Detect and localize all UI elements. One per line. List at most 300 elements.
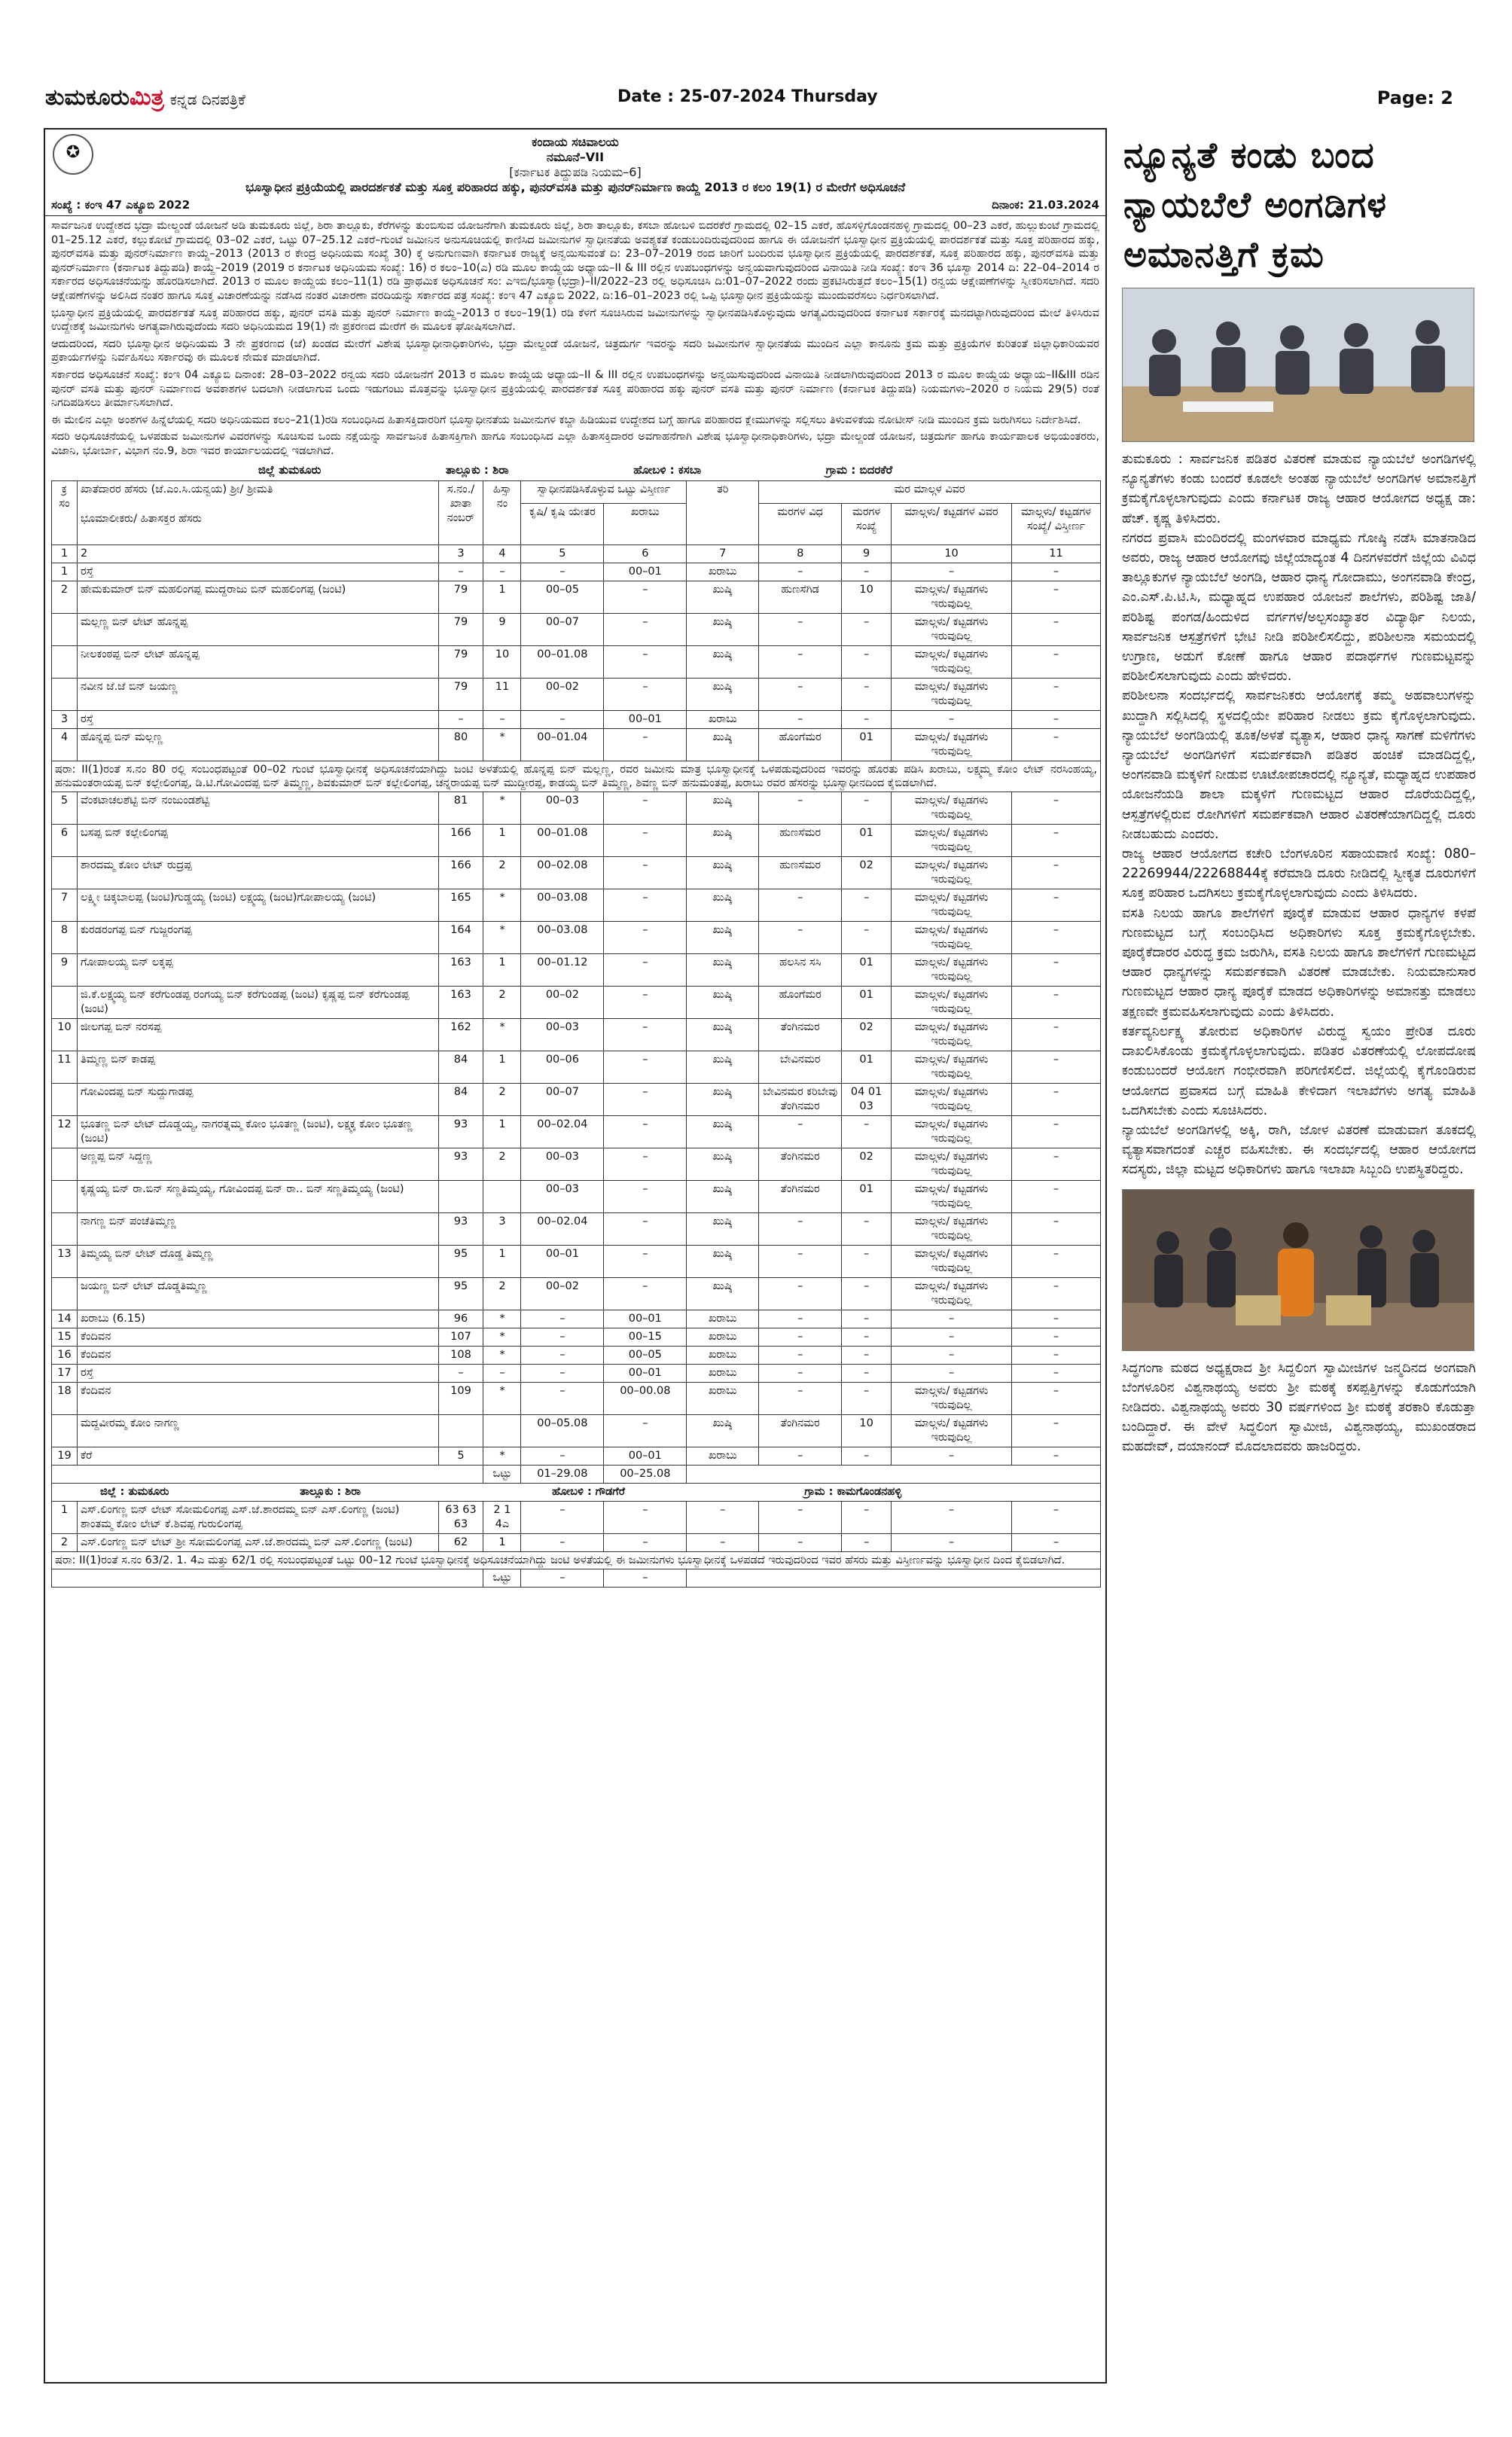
schedule-note-2 bbox=[52, 1551, 1101, 1587]
table-cell-n: 2 bbox=[52, 581, 78, 613]
column-number: 11 bbox=[1012, 544, 1101, 563]
table-cell-h: * bbox=[483, 728, 521, 761]
table-row bbox=[52, 1212, 1101, 1245]
newspaper-logo bbox=[45, 84, 245, 111]
table-cell-t: – bbox=[687, 1501, 759, 1533]
table-cell-t: ಖುಷ್ಕಿ bbox=[687, 678, 759, 710]
table-header-row bbox=[52, 480, 1101, 503]
table-cell-bn: – bbox=[1012, 678, 1101, 710]
table-cell-name: ಜಯಣ್ಣ ಬಿನ್ ಲೇಟ್ ದೊಡ್ಡತಿಮ್ಮಣ್ಣ bbox=[77, 1277, 438, 1310]
col-header: ಮಾಲ್ಗಳು/ ಕಟ್ಟಡಗಳ ವಿವರ bbox=[892, 503, 1012, 544]
table-row bbox=[52, 1382, 1101, 1414]
table-cell-n bbox=[52, 986, 78, 1018]
table-cell-t: ಖುಷ್ಕಿ bbox=[687, 728, 759, 761]
table-cell-t: ಖುಷ್ಕಿ bbox=[687, 1212, 759, 1245]
table-cell-tree: – bbox=[759, 1533, 842, 1551]
column-number: 8 bbox=[759, 544, 842, 563]
table-cell-name: ಹೊನ್ನಪ್ಪ ಬಿನ್ ಮಲ್ಲಣ್ಣ bbox=[77, 728, 438, 761]
table-cell-name: ಜೀಲಗಪ್ಪ ಬಿನ್ ನರಸಪ್ಪ bbox=[77, 1018, 438, 1051]
story-paragraph: ಪರಿಶೀಲನಾ ಸಂದರ್ಭದಲ್ಲಿ ಸಾರ್ವಜನಿಕರು ಆಯೋಗಕ್ಕೆ ತಮ್ಮ ಅಹವಾಲುಗಳನ್ನು ಖುದ್ದಾಗಿ ಸಲ್ಲಿಸಿದಲ್ಲಿ ಸ್ಥಳದಲ್ಲಿಯೇ ಪರಿಹಾರ ನೀಡಲು ಕ್ರಮ ಕೈಗೊಳ್ಳಲಾಗುವುದು. ನ್ಯಾಯಬೆಲೆ ಅಂಗಡಿಯಲ್ಲಿ ತೂಕ/ಅಳತೆ ವ್ಯತ್ಯಾಸ, ಆಹಾರ ಧಾನ್ಯ ಸಾಗಣೆ ಮಳಿಗೆಗಳು ನ್ಯಾಯಬೆಲೆ ಅಂಗಡಿಗಳಿಗೆ ಸಮರ್ಪಕವಾಗಿ ಪಡಿತರ ಹಂಚಿಕೆ ಮಾಡದಿದ್ದಲ್ಲಿ, ಅಂಗನವಾಡಿ ಮಕ್ಕಳಿಗೆ ನೀಡುವ ಊಟೋಪಚಾರದಲ್ಲಿ ನ್ಯೂನ್ಯತೆ, ಮಧ್ಯಾಹ್ನದ ಉಪಹಾರ ಯೋಜನೆಯಡಿ ಶಾಲಾ ಮಕ್ಕಳಿಗೆ ಗುಣಮಟ್ಟದ ಆಹಾರ ದೊರೆಯದಿದ್ದಲ್ಲಿ, ಆಸ್ಪತ್ರೆಗಳಲ್ಲಿರುವ ರೋಗಿಗಳಿಗೆ ಸಮರ್ಪಕವಾಗಿ ಆಹಾರ ವಿತರಣೆಯಾಗದಿದ್ದಲ್ಲಿ ದೂರು ನೀಡಬಹುದು ಎಂದರು. bbox=[1122, 688, 1476, 842]
table-cell-tree: ಹೊಂಗೆಮರ bbox=[759, 986, 842, 1018]
table-cell-cnt: 10 bbox=[842, 1414, 892, 1447]
table-cell-name: ಕುರಡರಂಗಪ್ಪ ಬಿನ್ ಗುಜ್ಜರಂಗಪ್ಪ bbox=[77, 921, 438, 953]
table-cell-tree: – bbox=[759, 889, 842, 921]
table-cell-name: ಬಸಪ್ಪ ಬಿನ್ ಕಲ್ಲೇಲಿಂಗಪ್ಪ bbox=[77, 824, 438, 856]
table-cell-a: 00–05 bbox=[521, 581, 604, 613]
table-cell-bn: – bbox=[1012, 1310, 1101, 1328]
table-cell-name: ಶಾರದಮ್ಮ ಕೋಂ ಲೇಟ್ ರುದ್ರಪ್ಪ bbox=[77, 856, 438, 889]
col-header-text: ಖಾತೆದಾರರ ಹೆಸರು (ಜೆ.ಎಂ.ಸಿ.ಯನ್ವಯ) ಶ್ರೀ/ ಶ್ರೀಮತಿ bbox=[80, 483, 273, 496]
table-cell-name: ಲಕ್ಷ್ಮೀ ಚಿಕ್ಕಬಾಲಪ್ಪ (ಜಂಟಿ)ಗುಡ್ಡಯ್ಯ (ಜಂಟಿ) ಲಕ್ಷ್ಮಯ್ಯ (ಜಂಟಿ)ಗೋಪಾಲಯ್ಯ (ಜಂಟಿ) bbox=[77, 889, 438, 921]
table-cell-t: ಖುಷ್ಕಿ bbox=[687, 1245, 759, 1277]
photo-caption: ಸಿದ್ಧಗಂಗಾ ಮಠದ ಅಧ್ಯಕ್ಷರಾದ ಶ್ರೀ ಸಿದ್ದಲಿಂಗ ಸ್ವಾಮೀಜಿಗಳ ಜನ್ಮದಿನದ ಅಂಗವಾಗಿ ಬೆಂಗಳೂರಿನ ವಿಶ್ವನಾಥಯ್ಯ ಅವರು ಶ್ರೀ ಮಠಕ್ಕೆ ಕಸಪ್ಪತ್ತಿಗಳನ್ನು ಕೊಡುಗೆಯಾಗಿ ನೀಡಿದರು. ವಿಶ್ವನಾಥಯ್ಯ ಅವರು 30 ವರ್ಷಗಳಿಂದ ಶ್ರೀ ಮಠಕ್ಕೆ ತರಕಾರಿ ಕೊಡುತ್ತಾ ಬಂದಿದ್ದಾರೆ. ಈ ವೇಳೆ ಸಿದ್ಧಲಿಂಗ ಸ್ವಾಮೀಜಿ, ವಿಶ್ವನಾಥಯ್ಯ, ಮುಖಂಡರಾದ ಮಹದೇವ್, ದಯಾನಂದ್ ಮೊದಲಾದವರು ಹಾಜರಿದ್ದರು. bbox=[1122, 1360, 1476, 1454]
total-area: – bbox=[521, 1569, 604, 1587]
table-cell-name: ಕೆಂದಿವನ bbox=[77, 1346, 438, 1364]
table-cell-name: ಗೋವಿಂದಪ್ಪ ಬಿನ್ ಸುದ್ದುಗಾಡಪ್ಪ bbox=[77, 1083, 438, 1115]
col-header: ಕೃಷಿ/ ಕೃಷಿ ಯೇತರ bbox=[521, 503, 604, 544]
table-cell-t: ಖುಷ್ಕಿ bbox=[687, 1277, 759, 1310]
table-row bbox=[52, 1533, 1101, 1551]
table-cell-bld: ಮಾಲ್ಗಳು/ ಕಟ್ಟಡಗಳು ಇರುವುದಿಲ್ಲ bbox=[892, 1180, 1012, 1212]
table-cell-bn: – bbox=[1012, 1051, 1101, 1083]
table-cell-k: – bbox=[604, 921, 687, 953]
table-cell-a: 00–02.04 bbox=[521, 1212, 604, 1245]
table-cell-bn: – bbox=[1012, 791, 1101, 824]
table-row bbox=[52, 921, 1101, 953]
table-cell-cnt: – bbox=[842, 1245, 892, 1277]
logo-text-2: ಮಿತ್ರ bbox=[130, 84, 164, 111]
table-cell-k: – bbox=[604, 1115, 687, 1148]
col-header: ತರಿ bbox=[687, 480, 759, 544]
table-cell-k: – bbox=[604, 1212, 687, 1245]
table-cell-bld: – bbox=[892, 1447, 1012, 1465]
table-cell-bld: – bbox=[892, 1501, 1012, 1533]
table-cell-bld: ಮಾಲ್ಗಳು/ ಕಟ್ಟಡಗಳು ಇರುವುದಿಲ್ಲ bbox=[892, 824, 1012, 856]
table-cell-bld: – bbox=[892, 1364, 1012, 1382]
table-cell-name: ತಿಮ್ಮಣ್ಣ ಬಿನ್ ಕಾಡಪ್ಪ bbox=[77, 1051, 438, 1083]
table-cell-cnt: – bbox=[842, 1346, 892, 1364]
table-cell-bn: – bbox=[1012, 728, 1101, 761]
table-cell-n: 11 bbox=[52, 1051, 78, 1083]
table-cell-bld: ಮಾಲ್ಗಳು/ ಕಟ್ಟಡಗಳು ಇರುವುದಿಲ್ಲ bbox=[892, 728, 1012, 761]
table-cell-name: ತಿಮ್ಮಯ್ಯ ಬಿನ್ ಲೇಟ್ ದೊಡ್ಡ ತಿಮ್ಮಣ್ಣ bbox=[77, 1245, 438, 1277]
table-cell-h: 1 bbox=[483, 953, 521, 986]
table-cell-n bbox=[52, 613, 78, 645]
table-cell-n: 3 bbox=[52, 710, 78, 728]
notice-date: ದಿನಾಂಕ: 21.03.2024 bbox=[992, 198, 1099, 212]
table-cell-k: – bbox=[604, 1018, 687, 1051]
table-cell-cnt: – bbox=[842, 678, 892, 710]
table-row bbox=[52, 791, 1101, 824]
table-cell-bld: ಮಾಲ್ಗಳು/ ಕಟ್ಟಡಗಳು ಇರುವುದಿಲ್ಲ bbox=[892, 1245, 1012, 1277]
table-cell-h: 2 bbox=[483, 1148, 521, 1180]
table-cell-cnt: – bbox=[842, 645, 892, 678]
table-cell-n: 16 bbox=[52, 1346, 78, 1364]
col-header bbox=[77, 480, 438, 544]
table-row bbox=[52, 953, 1101, 986]
table-cell-a: 00–05.08 bbox=[521, 1414, 604, 1447]
table-cell-bld: ಮಾಲ್ಗಳು/ ಕಟ್ಟಡಗಳು ಇರುವುದಿಲ್ಲ bbox=[892, 889, 1012, 921]
story-headline: ನ್ಯೂನ್ಯತೆ ಕಂಡು ಬಂದ ನ್ಯಾಯಬೆಲೆ ಅಂಗಡಿಗಳ ಅಮಾನತ್ತಿಗೆ ಕ್ರಮ bbox=[1123, 135, 1388, 276]
table-cell-cnt: 10 bbox=[842, 581, 892, 613]
table-row bbox=[52, 1447, 1101, 1465]
table-cell-bn: – bbox=[1012, 986, 1101, 1018]
column-number: 9 bbox=[842, 544, 892, 563]
table-cell-sy: 5 bbox=[438, 1447, 483, 1465]
table-row bbox=[52, 1328, 1101, 1346]
table-cell-k: – bbox=[604, 1501, 687, 1533]
table-cell-k: – bbox=[604, 1533, 687, 1551]
table-cell-cnt: 01 bbox=[842, 1051, 892, 1083]
table-cell-bn: – bbox=[1012, 563, 1101, 581]
table-cell-name: ವೆಂಕಟಾಚಲಶೆಟ್ಟಿ ಬಿನ್ ನಂಜುಂಡಶೆಟ್ಟಿ bbox=[77, 791, 438, 824]
col-header: ಖರಾಬು bbox=[604, 503, 687, 544]
column-number: 4 bbox=[483, 544, 521, 563]
notice-paragraph: ಈ ಮೇಲಿನ ಎಲ್ಲಾ ಅಂಶಗಳ ಹಿನ್ನೆಲೆಯಲ್ಲಿ ಸದರಿ ಅಧಿನಿಯಮದ ಕಲಂ–21(1)ರಡಿ ಸಂಬಂಧಿಸಿದ ಹಿತಾಸಕ್ತಿದಾರರಿಗೆ ಭೂಸ್ವಾಧೀನತೆಯ ಜಮೀನುಗಳ ಕಬ್ಜಾ ಹಿಡಿಯುವ ಉದ್ದೇಶದ ಬಗ್ಗೆ ಹಾಗೂ ಪರಿಹಾರದ ಕ್ಲೇಮುಗಳನ್ನು ಸಲ್ಲಿಸಲು ತಿಳುವಳಿಕೆಯ ನೋಟೀಸ್ ನೀಡಿ ಮುಂದಿನ ಕ್ರಮ ಜರುಗಿಸಲು ನಿರ್ದೇಶಿಸಿದೆ. bbox=[51, 413, 1081, 426]
table-cell-a: – bbox=[521, 710, 604, 728]
table-cell-sy: 163 bbox=[438, 986, 483, 1018]
col-header: ಮಾಲ್ಗಳು/ ಕಟ್ಟಡಗಳ ಸಂಖ್ಯೆ/ ವಿಸ್ತೀರ್ಣ bbox=[1012, 503, 1101, 544]
news-story bbox=[1122, 128, 1476, 2384]
table-cell-t: ಖುಷ್ಕಿ bbox=[687, 889, 759, 921]
table-cell-a: 00–03 bbox=[521, 1148, 604, 1180]
table-cell-name: ಎಸ್.ಲಿಂಗಣ್ಣ ಬಿನ್ ಲೇಟ್ ಶ್ರೀ ಸೋಮಲಿಂಗಪ್ಪ ಎಸ್.ಜೆ.ಶಾರದಮ್ಮ ಬಿನ್ ಎಸ್.ಲಿಂಗಣ್ಣ (ಜಂಟಿ) bbox=[77, 1533, 438, 1551]
table-cell-cnt: – bbox=[842, 1115, 892, 1148]
notice-paragraph: ಸರ್ಕಾರದ ಅಧಿಸೂಚನೆ ಸಂಖ್ಯೆ: ಕಂಇ 04 ಎಕ್ಯೂಬಿ ದಿನಾಂಕ: 28–03–2022 ರನ್ವಯ ಸದರಿ ಯೋಜನೆಗೆ 2013 ರ ಮೂಲ ಕಾಯ್ದೆಯ ಅಧ್ಯಾಯ–II & III ರಲ್ಲಿನ ಉಪಬಂಧಗಳನ್ನು ಅನ್ವಯಿಸುವುದರಿಂದ ವಿನಾಯಿತಿ ನೀಡಲಾಗಿರುವುದರಿಂದ 2013 ರ ಮೂಲ ಕಾಯ್ದೆಯ ಅಧ್ಯಾಯ–II&III ರಡಿನ ಪುನರ್ ವಸತಿ ಮತ್ತು ಪುನರ್ ನಿರ್ಮಾಣದ ಅವಕಾಶಗಳ ಬದಲಾಗಿ ನೀಡಲಾಗುವ ಒಂದು ಇಡುಗಂಟು ಮೊತ್ತವನ್ನು ಭೂಸ್ವಾಧೀನ ಪ್ರಕ್ರಿಯೆಯಲ್ಲಿ ಪಾರದರ್ಶಕತೆ ಸೂಕ್ತ ಪರಿಹಾರದ ಹಕ್ಕು ಪುನರ್ ವಸತಿ ಮತ್ತು ಪುನರ್ ನಿರ್ಮಾಣ (ಕರ್ನಾಟಕ ತಿದ್ದುಪಡಿ) ನಿಯಮಗಳು–2020 ರ ನಿಯಮ 29(5) ರಂತೆ ನಿಗದಿಪಡಿಸಲು ತೀರ್ಮಾನಿಸಲಾಗಿದೆ. bbox=[51, 368, 1099, 410]
table-cell-n: 4 bbox=[52, 728, 78, 761]
table-cell-name: ಭೂತಣ್ಣ ಬಿನ್ ಲೇಟ್ ದೊಡ್ಡಯ್ಯ, ನಾಗರತ್ನಮ್ಮ ಕೋಂ ಭೂತಣ್ಣ (ಜಂಟಿ), ಲಕ್ಷ್ಮಕ್ಕ ಕೋಂ ಭೂತಣ್ಣ (ಜಂಟಿ) bbox=[77, 1115, 438, 1148]
story-body bbox=[1122, 450, 1476, 1180]
notice-office: ಕಂದಾಯ ಸಚಿವಾಲಯ bbox=[532, 135, 619, 149]
col-header-text: ಭೂಮಾಲೀಕರು/ ಹಿತಾಸಕ್ತರ ಹೆಸರು bbox=[80, 512, 202, 525]
table-cell-t: ಖುಷ್ಕಿ bbox=[687, 645, 759, 678]
table-cell-cnt: – bbox=[842, 1328, 892, 1346]
table-row bbox=[52, 613, 1101, 645]
table-cell-name: ಕೆರೆ bbox=[77, 1447, 438, 1465]
table-cell-a: 00–03 bbox=[521, 1018, 604, 1051]
table-cell-a: – bbox=[521, 1346, 604, 1364]
total-kharab: 00–25.08 bbox=[604, 1465, 687, 1483]
notice-number: ಸಂಖ್ಯೆ : ಕಂಇ 47 ಎಕ್ಯೂಬಿ 2022 bbox=[51, 198, 191, 212]
table-cell-name: ಅಣ್ಣಪ್ಪ ಬಿನ್ ಸಿದ್ದಣ್ಣ bbox=[77, 1148, 438, 1180]
table-cell-bn: – bbox=[1012, 824, 1101, 856]
table-cell-t: ಖುಷ್ಕಿ bbox=[687, 791, 759, 824]
table-row bbox=[52, 728, 1101, 761]
col-header: ಮರಗಳ ವಿಧ bbox=[759, 503, 842, 544]
table-cell-cnt: – bbox=[842, 1533, 892, 1551]
table-cell-h: 1 bbox=[483, 1245, 521, 1277]
table-cell-a: 00–02 bbox=[521, 678, 604, 710]
table-cell-bld: – bbox=[892, 1533, 1012, 1551]
table-cell-cnt: – bbox=[842, 1382, 892, 1414]
table-cell-tree: – bbox=[759, 1364, 842, 1382]
government-notice bbox=[44, 128, 1107, 2384]
table-cell-h: 1 bbox=[483, 581, 521, 613]
table-cell-h: * bbox=[483, 1328, 521, 1346]
table-cell-cnt: 04 01 03 bbox=[842, 1083, 892, 1115]
table-cell-a: 00–03.08 bbox=[521, 889, 604, 921]
table-cell-n bbox=[52, 1083, 78, 1115]
table-row bbox=[52, 1083, 1101, 1115]
table-cell-sy: 108 bbox=[438, 1346, 483, 1364]
table-cell-k: – bbox=[604, 1083, 687, 1115]
table-cell-bld: ಮಾಲ್ಗಳು/ ಕಟ್ಟಡಗಳು ಇರುವುದಿಲ್ಲ bbox=[892, 613, 1012, 645]
table-cell-bld: ಮಾಲ್ಗಳು/ ಕಟ್ಟಡಗಳು ಇರುವುದಿಲ್ಲ bbox=[892, 678, 1012, 710]
masthead bbox=[45, 84, 1476, 114]
table-cell-tree: ಬೇವಿನಮರ ಕರಿಬೇವು ತೆಂಗಿನಮರ bbox=[759, 1083, 842, 1115]
table-cell-tree: ಹುಣಸೆಮರ bbox=[759, 824, 842, 856]
table-cell-tree: ಹುಣಸೆಗಿಡ bbox=[759, 581, 842, 613]
table-cell-n: 8 bbox=[52, 921, 78, 953]
table-cell-name: ಕೆಂದಿವನ bbox=[77, 1382, 438, 1414]
table-cell-t: ಖುಷ್ಕಿ bbox=[687, 1018, 759, 1051]
table-cell-bld: – bbox=[892, 1310, 1012, 1328]
table-cell-t: ಖುಷ್ಕಿ bbox=[687, 1148, 759, 1180]
table-row bbox=[52, 889, 1101, 921]
table-cell-n: 10 bbox=[52, 1018, 78, 1051]
land-schedule-table bbox=[51, 480, 1101, 1588]
table-cell-h: 2 bbox=[483, 1277, 521, 1310]
table-cell-sy: 96 bbox=[438, 1310, 483, 1328]
table-cell-name: ಗೋಪಾಲಯ್ಯ ಬಿನ್ ಲಕ್ಕಪ್ಪ bbox=[77, 953, 438, 986]
table-cell-tree: – bbox=[759, 1328, 842, 1346]
table-cell-tree: ತೆಂಗಿನಮರ bbox=[759, 1414, 842, 1447]
story-paragraph: ನ್ಯಾಯಬೆಲೆ ಅಂಗಡಿಗಳಲ್ಲಿ ಅಕ್ಕಿ, ರಾಗಿ, ಜೋಳ ವಿತರಣೆ ಮಾಡುವಾಗ ತೂಕದಲ್ಲಿ ವ್ಯತ್ಯಾಸವಾಗದಂತೆ ಎಚ್ಚರ ವಹಿಸಬೇಕು. ಈ ಸಂದರ್ಭದಲ್ಲಿ ಆಹಾರ ಆಯೋಗದ ಸದಸ್ಯರು, ಜಿಲ್ಲಾ ಮಟ್ಟದ ಅಧಿಕಾರಿಗಳು ಹಾಗೂ ಇಲಾಖಾ ಸಿಬ್ಬಂದಿ ಉಪಸ್ಥಿತರಿದ್ದರು. bbox=[1122, 1122, 1476, 1178]
table-cell-sy: 95 bbox=[438, 1245, 483, 1277]
col-header: ಹಿಸ್ಸಾ ನಂ bbox=[483, 480, 521, 544]
mutt-event-photo bbox=[1122, 1189, 1474, 1351]
column-number: 2 bbox=[77, 544, 438, 563]
table-cell-k: 00–01 bbox=[604, 563, 687, 581]
table-cell-name: ರಸ್ತೆ bbox=[77, 563, 438, 581]
table-cell-name: ನಾಗಣ್ಣ ಬಿನ್ ಪಂಚೆತಿಮ್ಮಣ್ಣ bbox=[77, 1212, 438, 1245]
col-header: ಮರ ಮಾಲ್ಗಳ ವಿವರ bbox=[759, 480, 1101, 503]
table-cell-h: 10 bbox=[483, 645, 521, 678]
table-cell-k: 00–05 bbox=[604, 1346, 687, 1364]
table-row bbox=[52, 856, 1101, 889]
table-cell-k: – bbox=[604, 1148, 687, 1180]
hobli-label: ಹೋಬಳಿ : ಕಸಬಾ bbox=[633, 462, 702, 477]
taluk-label: ತಾಲ್ಲೂಕು : ಶಿರಾ bbox=[445, 462, 509, 477]
table-cell-tree: – bbox=[759, 1115, 842, 1148]
table-cell-t: ಖುಷ್ಕಿ bbox=[687, 1083, 759, 1115]
table-cell-n bbox=[52, 1180, 78, 1212]
table-row bbox=[52, 1414, 1101, 1447]
table-cell-n: 17 bbox=[52, 1364, 78, 1382]
table-cell-bld: ಮಾಲ್ಗಳು/ ಕಟ್ಟಡಗಳು ಇರುವುದಿಲ್ಲ bbox=[892, 953, 1012, 986]
schedule-body-3 bbox=[52, 1501, 1101, 1551]
table-cell-tree: – bbox=[759, 791, 842, 824]
table-cell-name: ಕೆಂದಿವನ bbox=[77, 1328, 438, 1346]
table-cell-a: – bbox=[521, 1382, 604, 1414]
table-cell-h: 9 bbox=[483, 613, 521, 645]
table-cell-n bbox=[52, 856, 78, 889]
table-cell-bld: – bbox=[892, 1346, 1012, 1364]
notice-paragraph: ಸದರಿ ಅಧಿಸೂಚನೆಯಲ್ಲಿ ಒಳಪಡುವ ಜಮೀನುಗಳ ವಿವರಗಳನ್ನು ಸೂಚಿಸುವ ಒಂದು ನಕ್ಷೆಯನ್ನು ಸಾರ್ವಜನಿಕ ಹಿತಾಸಕ್ತಿಗಾಗಿ ಹಾಗೂ ಸಂಬಂಧಿಸಿದ ಎಲ್ಲಾ ಹಿತಾಸಕ್ತಿದಾರರ ಅವಗಾಹನೆಗಾಗಿ ವಿಶೇಷ ಭೂಸ್ವಾಧೀನಾಧಿಕಾರಿಗಳು, ಭದ್ರಾ ಮೇಲ್ದಂಡೆ ಯೋಜನೆ, ಚಿತ್ರದುರ್ಗ ಹಾಗೂ ಕಾರ್ಯಪಾಲಕ ಅಭಿಯಂತರರು, ವಿಜಾನಿ, ಭೋರ್ಬಾ, ವಿಭಾಗ ನಂ.9, ಶಿರಾ ಇವರ ಕಾರ್ಯಾಲಯದಲ್ಲಿ ಇಡಲಾಗಿದೆ. bbox=[51, 430, 1099, 457]
table-cell-sy: 93 bbox=[438, 1212, 483, 1245]
table-cell-cnt: 01 bbox=[842, 824, 892, 856]
table-row bbox=[52, 581, 1101, 613]
table-cell-k: – bbox=[604, 581, 687, 613]
table-cell-sy: 107 bbox=[438, 1328, 483, 1346]
column-number: 7 bbox=[687, 544, 759, 563]
table-cell-name: ಮಲ್ಲಣ್ಣ ಬಿನ್ ಲೇಟ್ ಹೊನ್ನಪ್ಪ bbox=[77, 613, 438, 645]
table-cell-a: – bbox=[521, 1533, 604, 1551]
table-cell-tree: ತೆಂಗಿನಮರ bbox=[759, 1148, 842, 1180]
table-cell-sy: 63 63 63 bbox=[438, 1501, 483, 1533]
table-cell-n: 18 bbox=[52, 1382, 78, 1414]
table-row bbox=[52, 1148, 1101, 1180]
table-cell-h: * bbox=[483, 1310, 521, 1328]
table-cell-name: ಜಿ.ಕೆ.ಲಕ್ಷ್ಮಯ್ಯ ಬಿನ್ ಕರೆಗುಂಡಪ್ಪ ರಂಗಯ್ಯ ಬಿನ್ ಕರೆಗುಂಡಪ್ಪ (ಜಂಟಿ) ಕೃಷ್ಣಪ್ಪ ಬಿನ್ ಕರೆಗುಂಡಪ್ಪ (ಜಂಟಿ) bbox=[77, 986, 438, 1018]
table-cell-t: ಖರಾಬು bbox=[687, 1382, 759, 1414]
photo-illustration bbox=[1123, 288, 1474, 441]
column-number: 1 bbox=[52, 544, 78, 563]
table-cell-h: * bbox=[483, 1346, 521, 1364]
table-cell-t: ಖುಷ್ಕಿ bbox=[687, 1051, 759, 1083]
table-cell-cnt: – bbox=[842, 889, 892, 921]
table-cell-n: 12 bbox=[52, 1115, 78, 1148]
table-cell-n: 14 bbox=[52, 1310, 78, 1328]
story-paragraph: ನಗರದ ಪ್ರವಾಸಿ ಮಂದಿರದಲ್ಲಿ ಮಂಗಳವಾರ ಮಾಧ್ಯಮ ಗೋಷ್ಠಿ ನಡೆಸಿ ಮಾತನಾಡಿದ ಅವರು, ರಾಜ್ಯ ಆಹಾರ ಆಯೋಗವು ಜಿಲ್ಲೆಯಾದ್ಯಂತ 4 ದಿನಗಳವರೆಗೆ ಜಿಲ್ಲೆಯ ವಿವಿಧ ತಾಲ್ಲೂಕುಗಳ ನ್ಯಾಯಬೆಲೆ ಅಂಗಡಿ, ಆಹಾರ ಧಾನ್ಯ ಗೋದಾಮು, ಅಂಗನವಾಡಿ ಕೇಂದ್ರ, ಎಂ.ಎಸ್.ಪಿ.ಟಿ.ಸಿ, ಮಧ್ಯಾಹ್ನದ ಉಪಹಾರ ಯೋಜನೆ ಶಾಲೆಗಳು, ಪರಿಶಿಷ್ಟ ಜಾತಿ/ಪರಿಶಿಷ್ಟ ಪಂಗಡ/ಹಿಂದುಳಿದ ವರ್ಗಗಳ/ಅಲ್ಪಸಂಖ್ಯಾತರ ವಿದ್ಯಾರ್ಥಿ ನಿಲಯ, ಸಾರ್ವಜನಿಕ ಆಸ್ಪತ್ರೆಗಳಿಗೆ ಭೇಟಿ ನೀಡಿ ಪರಿಶೀಲಿಸಲಿದ್ದು, ಪರಿಶೀಲನಾ ಸಮಯದಲ್ಲಿ ಉಗ್ರಾಣ, ಅಡುಗೆ ಕೋಣೆ ಹಾಗೂ ಆಹಾರ ಪದಾರ್ಥಗಳ ಗುಣಮಟ್ಟವನ್ನು ಪರಿಶೀಲಿಸಲಾಗುವುದು ಎಂದು ಹೇಳಿದರು. bbox=[1122, 530, 1476, 685]
table-row bbox=[52, 1310, 1101, 1328]
table-cell-t: ಖರಾಬು bbox=[687, 1447, 759, 1465]
notice-title: ಭೂಸ್ವಾಧೀನ ಪ್ರಕ್ರಿಯೆಯಲ್ಲಿ ಪಾರದರ್ಶಕತೆ ಮತ್ತು ಸೂಕ್ತ ಪರಿಹಾರದ ಹಕ್ಕು, ಪುನರ್‌ವಸತಿ ಮತ್ತು ಪುನರ್‌ನಿರ್ಮಾಣ ಕಾಯ್ದೆ 2013 ರ ಕಲಂ 19(1) ರ ಮೇರೆಗೆ ಅಧಿಸೂಚನೆ bbox=[245, 180, 906, 194]
table-cell-bn: – bbox=[1012, 1364, 1101, 1382]
table-cell-sy: 80 bbox=[438, 728, 483, 761]
table-cell-k: – bbox=[604, 856, 687, 889]
table-cell-bld: ಮಾಲ್ಗಳು/ ಕಟ್ಟಡಗಳು ಇರುವುದಿಲ್ಲ bbox=[892, 1018, 1012, 1051]
table-cell-h: 2 bbox=[483, 856, 521, 889]
table-cell-n: 2 bbox=[52, 1533, 78, 1551]
table-cell-name: ಖರಾಬು (6.15) bbox=[77, 1310, 438, 1328]
table-cell-name: ಮದ್ದವೀರಮ್ಮ ಕೋಂ ನಾಗಣ್ಣ bbox=[77, 1414, 438, 1447]
table-cell-n: 6 bbox=[52, 824, 78, 856]
table-cell-h bbox=[483, 1180, 521, 1212]
table-cell-tree: – bbox=[759, 710, 842, 728]
table-cell-tree: – bbox=[759, 1310, 842, 1328]
table-cell-bld: ಮಾಲ್ಗಳು/ ಕಟ್ಟಡಗಳು ಇರುವುದಿಲ್ಲ bbox=[892, 1382, 1012, 1414]
table-cell-h: 2 1 4ಎ bbox=[483, 1501, 521, 1533]
table-cell-bn: – bbox=[1012, 953, 1101, 986]
table-cell-tree: – bbox=[759, 1382, 842, 1414]
table-cell-sy: 79 bbox=[438, 613, 483, 645]
table-cell-h: * bbox=[483, 921, 521, 953]
table-cell-bld: ಮಾಲ್ಗಳು/ ಕಟ್ಟಡಗಳು ಇರುವುದಿಲ್ಲ bbox=[892, 1148, 1012, 1180]
table-cell-t: ಖುಷ್ಕಿ bbox=[687, 581, 759, 613]
table-cell-a: 00–03.08 bbox=[521, 921, 604, 953]
table-cell-n bbox=[52, 678, 78, 710]
table-cell-t: ಖುಷ್ಕಿ bbox=[687, 1115, 759, 1148]
table-cell-a: 00–01 bbox=[521, 1245, 604, 1277]
notice-rule: [ಕರ್ನಾಟಕ ತಿದ್ದುಪಡಿ ನಿಯಮ–6] bbox=[509, 165, 642, 179]
table-cell-bn: – bbox=[1012, 1501, 1101, 1533]
table-cell-sy: – bbox=[438, 710, 483, 728]
table-cell-tree: ತೆಂಗಿನಮರ bbox=[759, 1180, 842, 1212]
table-row bbox=[52, 824, 1101, 856]
table-cell-sy: 84 bbox=[438, 1083, 483, 1115]
table-cell-bld: ಮಾಲ್ಗಳು/ ಕಟ್ಟಡಗಳು ಇರುವುದಿಲ್ಲ bbox=[892, 1115, 1012, 1148]
notice-paragraph: ಸಾರ್ವಜನಿಕ ಉದ್ದೇಶದ ಭದ್ರಾ ಮೇಲ್ದಂಡೆ ಯೋಜನೆ ಅಡಿ ತುಮಕೂರು ಜಿಲ್ಲೆ, ಶಿರಾ ತಾಲ್ಲೂಕು, ಕೆರೆಗಳನ್ನು ತುಂಬಿಸುವ ಯೋಜನೆಗಾಗಿ ತುಮಕೂರು ಜಿಲ್ಲೆ, ಶಿರಾ ತಾಲ್ಲೂಕು, ಕಸಬಾ ಹೋಬಳಿ ಬಿದರಕೆರೆ ಗ್ರಾಮದಲ್ಲಿ 02–15 ಎಕರೆ, ಹೊಸಳ್ಳಿಗೊಂಡನಹಳ್ಳಿ ಗ್ರಾಮದಲ್ಲಿ 00–23 ಎಕರೆ, ಹುಲ್ಲುಕುಂಟೆ ಗ್ರಾಮದಲ್ಲಿ 01–25.12 ಎಕರೆ, ಕಲ್ಲುಕೋಟೆ ಗ್ರಾಮದಲ್ಲಿ 03–02 ಎಕರೆ, ಒಟ್ಟು 07–25.12 ಎಕರೆ–ಗುಂಟೆ ಜಮೀನಿನ ಅನುಸೂಚಿಯಲ್ಲಿ ಕಾಣಿಸಿದ ಜಮೀನುಗಳ ಸ್ವಾಧೀನತೆಯ ಅವಶ್ಯಕತೆ ಕಂಡುಬಂದಿರುವುದರಿಂದ ಹಾಗೂ ಈ ಯೋಜನೆಗೆ ಭೂಸ್ವಾಧೀನ ಪ್ರಕ್ರಿಯೆಯಲ್ಲಿ ಪಾರದರ್ಶಕತೆ ಮತ್ತು ಸೂಕ್ತ ಪರಿಹಾರದ ಹಕ್ಕು, ಪುನರ್‌ವಸತಿ ಮತ್ತು ಪುನರ್‌ನಿರ್ಮಾಣ ಕಾಯ್ದೆ–2013 (2013 ರ ಕೇಂದ್ರ ಅಧಿನಿಯಮ ಸಂಖ್ಯೆ 30) ಕ್ಕೆ ಅನುಗುಣವಾಗಿ ಕರ್ನಾಟಕ ರಾಜ್ಯಕ್ಕೆ ಅನ್ವಯಿಸುವಂತೆ ದಿ: 23–07–2019 ರಂದ ಜಾರಿಗೆ ಬಂದಿರುವ ಭೂಸ್ವಾಧೀನ ಪ್ರಕ್ರಿಯೆಯಲ್ಲಿ ಪಾರದರ್ಶಕತೆ, ಸೂಕ್ತ ಪರಿಹಾರದ ಹಕ್ಕು, ಪುನರ್‌ವಸತಿ ಮತ್ತು ಪುನರ್‌ನಿರ್ಮಾಣ (ಕರ್ನಾಟಕ ತಿದ್ದುಪಡಿ) ಕಾಯ್ದೆ–2019 (2019 ರ ಕರ್ನಾಟಕ ಅಧಿನಿಯಮ ಸಂಖ್ಯೆ: 16) ರ ಕಲಂ–10(ಎ) ರಡಿ ಮೂಲ ಕಾಯ್ದೆಯ ಅಧ್ಯಾಯ–II & III ರಲ್ಲಿನ ಉಪಬಂಧಗಳನ್ನು ಅನ್ವಯವಾಗುವುದರಿಂದ ವಿನಾಯಿತಿ ನೀಡಿ ಸಂಖ್ಯೆ: ಕಂಇ 36 ಭೂಸ್ವಾ 2014 ದಿ: 22–04–2014 ರ ಸರ್ಕಾರದ ಅಧಿಸೂಚನೆಯನ್ನು ಹೊರಡಿಸಲಾಗಿದೆ. 2013 ರ ಮೂಲ ಕಾಯ್ದೆಯ ಕಲಂ–11(1) ರಡಿ ಪ್ರಾಥಮಿಕ ಅಧಿಸೂಚನೆ ಸಂ: ಎಇಬಿ/ಭೂಸ್ವಾ(ಭದ್ರಾ)–II/2022–23 ರಲ್ಲಿ ಅಧಿಸೂಚಿಸಿ ದಿ:01–07–2022 ರಂದು ಪ್ರಕಟಿಸಿರುತ್ತದೆ ಕಲಂ–15(1) ರನ್ವಯ ಆಕ್ಷೇಪಣೆಗಳನ್ನು ಸ್ವೀಕರಿಸಲಾಗಿದೆ. ಸದರಿ ಆಕ್ಷೇಪಣೆಗಳನ್ನು ಅಲಿಸಿದ ನಂತರ ಹಾಗೂ ಸೂಕ್ತ ವಿಚಾರಣೆಯನ್ನು ನಡೆಸಿದ ನಂತರ ವಿಚಾರಣಾ ವರದಿಯನ್ನು ಸರ್ಕಾರದ ಪತ್ರ ಸಂಖ್ಯೆ: ಕಂಇ 47 ಎಕ್ಯೂಬಿ 2022, ದಿ:16–01–2023 ರಲ್ಲಿ ಒಪ್ಪಿ ಭೂಸ್ವಾಧೀನ ಪ್ರಕ್ರಿಯೆಯನ್ನು ಮುಂದುವರೆಸಲು ನಿರ್ಧರಿಸಲಾಗಿದೆ. bbox=[51, 219, 1099, 302]
table-cell-n bbox=[52, 645, 78, 678]
table-cell-cnt: – bbox=[842, 1277, 892, 1310]
table-cell-k: – bbox=[604, 889, 687, 921]
table-cell-bn: – bbox=[1012, 921, 1101, 953]
table-cell-a: 00–02.08 bbox=[521, 856, 604, 889]
table-cell-bld: ಮಾಲ್ಗಳು/ ಕಟ್ಟಡಗಳು ಇರುವುದಿಲ್ಲ bbox=[892, 791, 1012, 824]
table-cell-sy: 162 bbox=[438, 1018, 483, 1051]
table-cell-cnt: – bbox=[842, 1364, 892, 1382]
table-row bbox=[52, 678, 1101, 710]
table-cell-n bbox=[52, 1414, 78, 1447]
table-cell-k: 00–01 bbox=[604, 710, 687, 728]
village-label: ಗ್ರಾಮ : ಕಾಮಗೊಂಡನಹಳ್ಳಿ bbox=[804, 1485, 902, 1498]
table-cell-cnt: – bbox=[842, 710, 892, 728]
table-cell-name: ಕೃಷ್ಣಯ್ಯ ಬಿನ್ ರಾ.ಬಿನ್ ಸಣ್ಣತಿಮ್ಮಯ್ಯ, ಗೋವಿಂದಪ್ಪ ಬಿನ್ ರಾ.. ಬಿನ್ ಸಣ್ಣತಿಮ್ಮಯ್ಯ (ಜಂಟಿ) bbox=[77, 1180, 438, 1212]
table-cell-tree: – bbox=[759, 1447, 842, 1465]
table-cell-sy: 163 bbox=[438, 953, 483, 986]
note-text: ಷರಾ: II(1)ರಂತೆ ಸ.ನಂ 63/2. 1. 4ಎ ಮತ್ತು 62/1 ರಲ್ಲಿ ಸಂಬಂಧಪಟ್ಟಂತೆ ಒಟ್ಟು 00–12 ಗುಂಟೆ ಭೂಸ್ವಾಧೀನಕ್ಕೆ ಅಧಿಸೂಚನೆಯಾಗಿದ್ದು ಜಂಟಿ ಅಳತೆಯಲ್ಲಿ ಈ ಜಮೀನುಗಳು ಭೂಸ್ವಾಧೀನಕ್ಕೆ ಒಳಪಡದೆ ಇರುವುದರಿಂದ ಇವರ ಹೆಸರು ಮತ್ತು ವಿಸ್ತೀರ್ಣವನ್ನು ಭೂಸ್ವಾಧೀನ ದಿಂದ ಕೈಬಿಡಲಾಗಿದೆ. bbox=[52, 1551, 1101, 1569]
column-number-row bbox=[52, 544, 1101, 563]
table-cell-h: * bbox=[483, 1382, 521, 1414]
table-cell-tree: – bbox=[759, 563, 842, 581]
location-row-2 bbox=[52, 1483, 1101, 1501]
hobli-label: ಹೋಬಳಿ : ಗೌಡಗೆರೆ bbox=[552, 1485, 625, 1498]
schedule-total-1 bbox=[52, 1465, 1101, 1501]
table-cell-h: 2 bbox=[483, 1083, 521, 1115]
table-row bbox=[52, 1364, 1101, 1382]
table-cell-name: ರಸ್ತೆ bbox=[77, 1364, 438, 1382]
table-cell-k: – bbox=[604, 1051, 687, 1083]
table-cell-sy: 166 bbox=[438, 856, 483, 889]
schedule-body-2 bbox=[52, 791, 1101, 1465]
table-cell-h: 1 bbox=[483, 824, 521, 856]
table-cell-a: – bbox=[521, 1447, 604, 1465]
table-cell-bn: – bbox=[1012, 856, 1101, 889]
table-cell-t: ಖುಷ್ಕಿ bbox=[687, 921, 759, 953]
table-cell-t: ಖುಷ್ಕಿ bbox=[687, 613, 759, 645]
table-cell-n: 9 bbox=[52, 953, 78, 986]
table-cell-bld: ಮಾಲ್ಗಳು/ ಕಟ್ಟಡಗಳು ಇರುವುದಿಲ್ಲ bbox=[892, 645, 1012, 678]
table-cell-bn: – bbox=[1012, 710, 1101, 728]
table-cell-k: – bbox=[604, 986, 687, 1018]
schedule-body-1 bbox=[52, 563, 1101, 761]
table-cell-k: 00–01 bbox=[604, 1364, 687, 1382]
table-cell-name: ಹೇಮಕುಮಾರ್ ಬಿನ್ ಮಹಲಿಂಗಪ್ಪ ಮುದ್ದರಾಜು ಬಿನ್ ಮಹಲಿಂಗಪ್ಪ (ಜಂಟಿ) bbox=[77, 581, 438, 613]
table-cell-cnt: – bbox=[842, 1501, 892, 1533]
table-cell-sy: 95 bbox=[438, 1277, 483, 1310]
table-cell-sy: 62 bbox=[438, 1533, 483, 1551]
notice-form: ನಮೂನೆ–VII bbox=[546, 150, 605, 164]
table-cell-sy bbox=[438, 1180, 483, 1212]
table-cell-bn: – bbox=[1012, 1533, 1101, 1551]
table-cell-bn: – bbox=[1012, 1148, 1101, 1180]
location-line-1 bbox=[45, 462, 1105, 479]
table-cell-cnt: 02 bbox=[842, 1148, 892, 1180]
table-cell-n: 1 bbox=[52, 563, 78, 581]
table-cell-tree: ತೆಂಗಿನಮರ bbox=[759, 1018, 842, 1051]
table-cell-cnt: – bbox=[842, 791, 892, 824]
column-number: 5 bbox=[521, 544, 604, 563]
district-label: ಜಿಲ್ಲೆ : ತುಮಕೂರು bbox=[100, 1485, 169, 1498]
table-cell-h: – bbox=[483, 710, 521, 728]
notice-paragraph: ಆದುದರಿಂದ, ಸದರಿ ಭೂಸ್ವಾಧೀನ ಅಧಿನಿಯಮ 3 ನೇ ಪ್ರಕರಣದ (ಜೆ) ಖಂಡದ ಮೇರೆಗೆ ವಿಶೇಷ ಭೂಸ್ವಾಧೀನಾಧಿಕಾರಿಗಳು, ಭದ್ರಾ ಮೇಲ್ದಂಡೆ ಯೋಜನೆ, ಚಿತ್ರದುರ್ಗ ಇವರನ್ನು ಸದರಿ ಜಮೀನುಗಳ ಸ್ವಾಧೀನತೆಯ ಮುಂದಿನ ಎಲ್ಲಾ ಕಾನೂನು ಕ್ರಮ ಮತ್ತು ಪ್ರಕ್ರಿಯೆಗಳ ಕುರಿತಂತೆ ಜಿಲ್ಲಾಧಿಕಾರಿಯವರ ಪ್ರಕಾರ್ಯಗಳನ್ನು ನಿರ್ವಹಿಸಲು ಸರ್ಕಾರವು ಈ ಮೂಲಕ ನೇಮಕ ಮಾಡಲಾಗಿದೆ. bbox=[51, 337, 1099, 364]
page-number: Page: 2 bbox=[1376, 87, 1453, 108]
table-cell-bld: – bbox=[892, 563, 1012, 581]
table-cell-bld: ಮಾಲ್ಗಳು/ ಕಟ್ಟಡಗಳು ಇರುವುದಿಲ್ಲ bbox=[892, 1414, 1012, 1447]
table-cell-bn: – bbox=[1012, 645, 1101, 678]
table-cell-cnt: 01 bbox=[842, 728, 892, 761]
